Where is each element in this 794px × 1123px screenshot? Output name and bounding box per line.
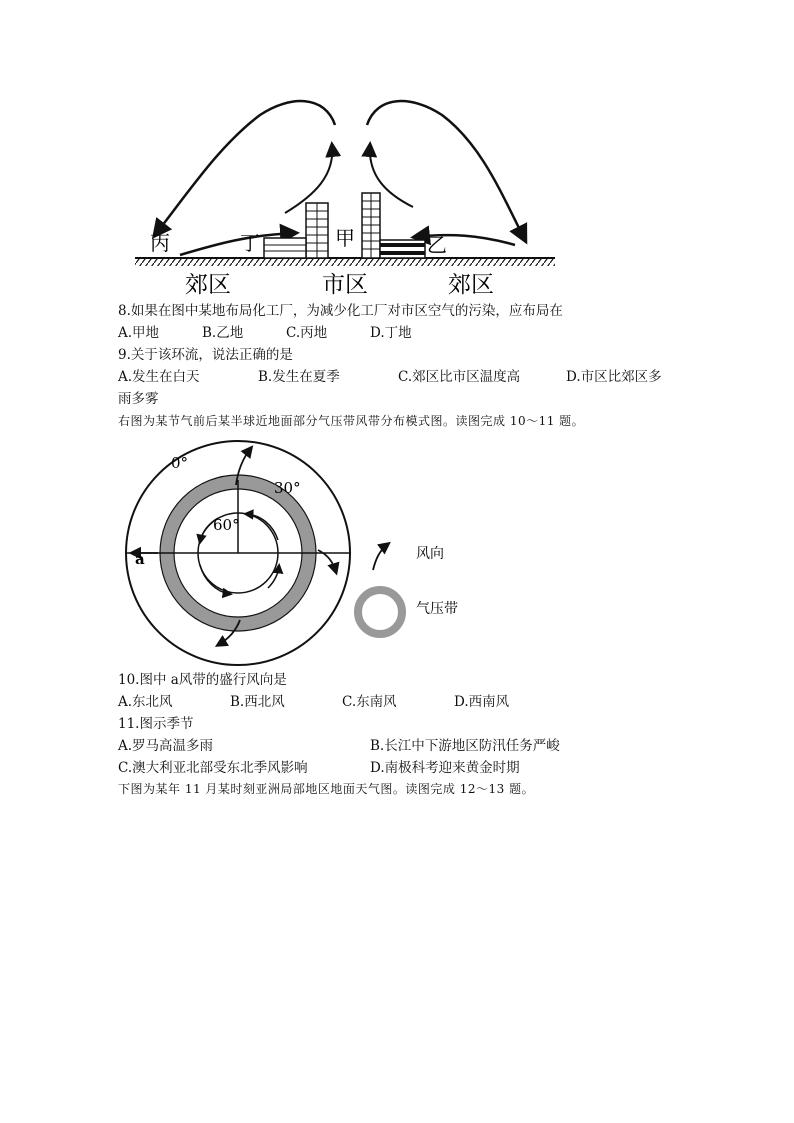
- right-descending-arrow: [367, 101, 525, 240]
- heat-island-diagram: [130, 95, 560, 300]
- label-a: a: [135, 550, 145, 568]
- q11-option-c[interactable]: C.澳大利亚北部受东北季风影响: [118, 760, 308, 776]
- q8-option-a[interactable]: A.甲地: [118, 325, 160, 341]
- right-tall-building: [362, 193, 380, 258]
- q10-option-d[interactable]: D.西南风: [454, 694, 510, 710]
- q9-option-c[interactable]: C.郊区比市区温度高: [398, 369, 521, 385]
- q9-option-b[interactable]: B.发生在夏季: [258, 369, 340, 385]
- legend-pressure-label: 气压带: [416, 601, 458, 617]
- right-low-building: [380, 240, 425, 258]
- intro-12-13: 下图为某年 11 月某时刻亚洲局部地区地面天气图。读图完成 12～13 题。: [118, 782, 535, 796]
- q8-option-b[interactable]: B.乙地: [202, 325, 244, 341]
- q11-stem: 11.图示季节: [118, 716, 194, 732]
- q9-option-a[interactable]: A.发生在白天: [118, 369, 200, 385]
- legend-wind-arrow: [373, 544, 388, 570]
- label-60-degree: 60°: [213, 516, 240, 534]
- label-jia: 甲: [335, 226, 355, 250]
- q11-option-a[interactable]: A.罗马高温多雨: [118, 738, 214, 754]
- q9-option-d[interactable]: D.市区比郊区多: [566, 369, 662, 385]
- q10-option-c[interactable]: C.东南风: [342, 694, 397, 710]
- q10-option-b[interactable]: B.西北风: [230, 694, 285, 710]
- label-suburb-left: 郊区: [185, 272, 231, 298]
- q10-stem: 10.图中 a风带的盛行风向是: [118, 672, 287, 688]
- q8-stem: 8.如果在图中某地布局化工厂，为减少化工厂对市区空气的污染，应布局在: [118, 303, 563, 319]
- q11-option-d[interactable]: D.南极科考迎来黄金时期: [370, 760, 520, 776]
- left-low-building: [264, 238, 306, 258]
- q8-option-c[interactable]: C.丙地: [286, 325, 328, 341]
- q8-option-d[interactable]: D.丁地: [370, 325, 412, 341]
- left-tall-building: [306, 203, 328, 258]
- label-bing: 丙: [150, 231, 170, 255]
- q10-option-a[interactable]: A.东北风: [118, 694, 173, 710]
- q11-option-b[interactable]: B.长江中下游地区防汛任务严峻: [370, 738, 560, 754]
- legend-wind-label: 风向: [416, 546, 444, 562]
- label-30-degree: 30°: [274, 479, 301, 497]
- label-0-degree: 0°: [171, 454, 189, 472]
- pressure-wind-belt-diagram: [118, 440, 478, 670]
- label-ding: 丁: [240, 231, 260, 255]
- arrow-inner-bottom-left: [200, 565, 230, 594]
- label-city: 市区: [322, 272, 368, 298]
- legend-pressure-ring: [358, 590, 402, 634]
- label-yi: 乙: [427, 233, 447, 257]
- q9-stem: 9.关于该环流，说法正确的是: [118, 347, 293, 363]
- label-suburb-right: 郊区: [448, 272, 494, 298]
- ground-hatch: [135, 258, 555, 266]
- q9-option-d-continued: 雨多雾: [118, 391, 159, 407]
- arrow-inner-top-right: [246, 514, 278, 540]
- intro-10-11: 右图为某节气前后某半球近地面部分气压带风带分布模式图。读图完成 10～11 题。: [118, 414, 585, 428]
